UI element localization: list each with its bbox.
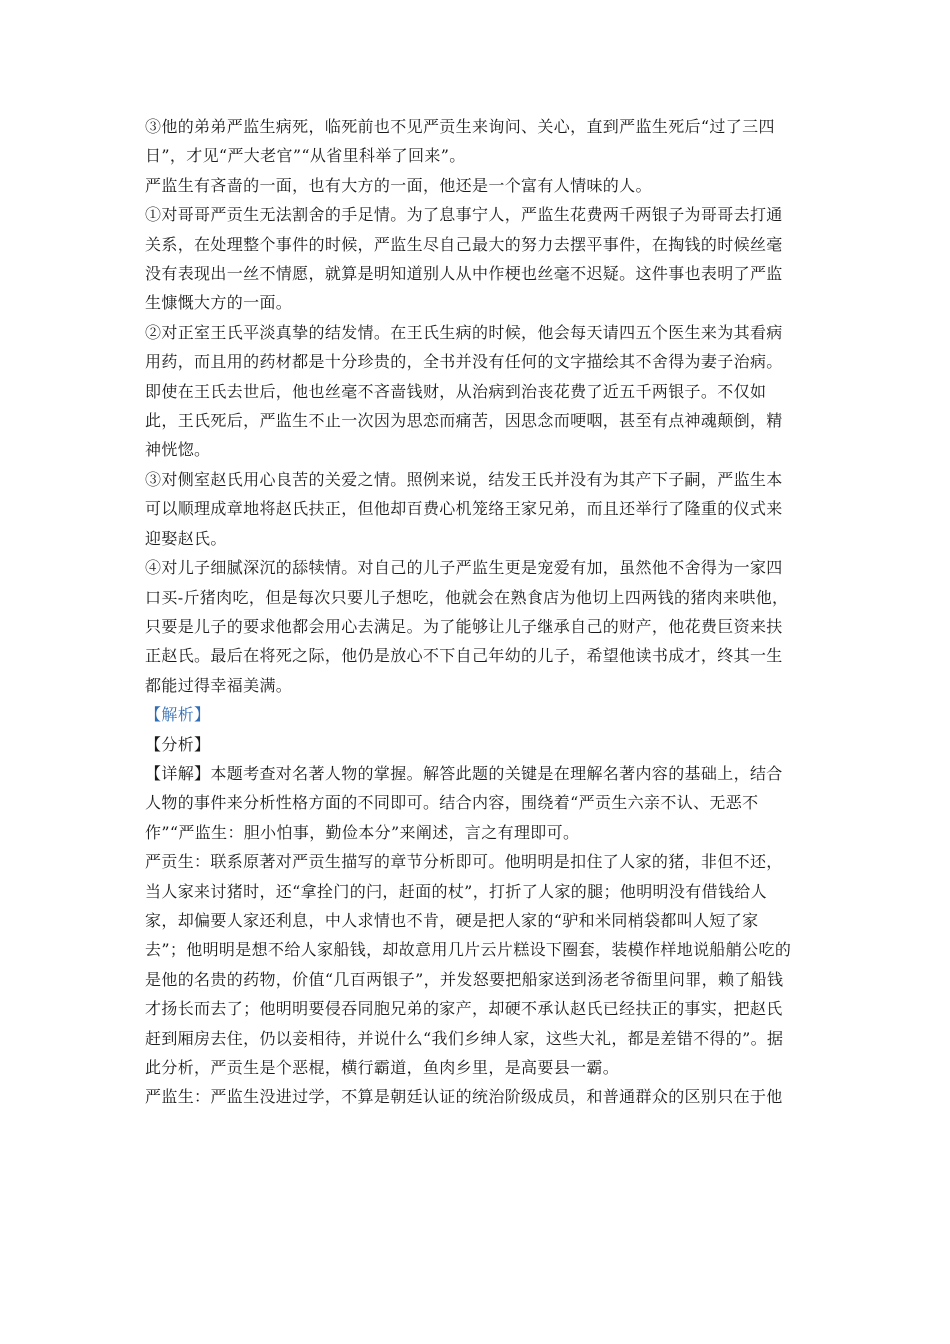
text-line: ①对哥哥严贡生无法割舍的手足情。为了息事宁人，严监生花费两千两银子为哥哥去打通 [145,205,783,225]
text-line: 是他的名贵的药物，价值“几百两银子”，并发怒要把船家送到汤老爷衙里问罪，赖了船钱 [145,969,784,989]
text-line: 家，却偏要人家还利息，中人求情也不肯，硬是把人家的“驴和米同梢袋都叫人短了家 [145,910,759,930]
text-line: 日”，才见“严大老官”“从省里科举了回来”。 [145,146,466,166]
text-line: 关系，在处理整个事件的时候，严监生尽自己最大的努力去摆平事件，在掏钱的时候丝毫 [145,234,783,254]
text-line: 即使在王氏去世后，他也丝毫不吝啬钱财，从治病到治丧花费了近五千两银子。不仅如 [145,381,767,401]
text-line: ③对侧室赵氏用心良苦的关爱之情。照例来说，结发王氏并没有为其产下子嗣，严监生本 [145,469,783,489]
text-line: 严监生有吝啬的一面，也有大方的一面，他还是一个富有人情味的人。 [145,175,652,195]
text-line: 可以顺理成章地将赵氏扶正，但他却百费心机笼络王家兄弟，而且还举行了隆重的仪式来 [145,499,783,519]
text-line: ②对正室王氏平淡真挚的结发情。在王氏生病的时候，他会每天请四五个医生来为其看病 [145,322,783,342]
text-line: 神恍惚。 [145,440,211,460]
text-line: 才扬长而去了；他明明要侵吞同胞兄弟的家产，却硬不承认赵氏已经扶正的事实，把赵氏 [145,999,783,1019]
text-line: 赶到厢房去住，仍以妾相待，并说什么“我们乡绅人家，这些大礼，都是差错不得的”。据 [145,1028,784,1048]
text-line: 只要是儿子的要求他都会用心去满足。为了能够让儿子继承自己的财产，他花费巨资来扶 [145,616,783,636]
text-line: 生慷慨大方的一面。 [145,293,293,313]
section-label-fenxi: 【分析】 [145,734,211,754]
text-line: 当人家来讨猪时，还“拿拴门的闩，赶面的杖”，打折了人家的腿；他明明没有借钱给人 [145,881,768,901]
document-page [145,112,810,1112]
text-line: 正赵氏。最后在将死之际，他仍是放心不下自己年幼的儿子，希望他读书成才，终其一生 [145,646,783,666]
text-line: 作”“严监生：胆小怕事，勤俭本分”来阐述，言之有理即可。 [145,822,580,842]
text-line: 此分析，严贡生是个恶棍，横行霸道，鱼肉乡里，是高要县一霸。 [145,1058,620,1077]
text-line: 都能过得幸福美满。 [145,675,293,695]
text-line: 严贡生：联系原著对严贡生描写的章节分析即可。他明明是扣住了人家的猪，非但不还， [145,852,783,872]
text-line: 迎娶赵氏。 [145,528,227,548]
text-line: 严监生：严监生没进过学，不算是朝廷认证的统治阶级成员，和普通群众的区别只在于他 [145,1087,783,1107]
text-line: 【详解】本题考查对名著人物的掌握。解答此题的关键是在理解名著内容的基础上，结合 [145,763,783,783]
text-line: ③他的弟弟严监生病死，临死前也不见严贡生来询问、关心，直到严监生死后“过了三四 [145,117,775,136]
text-line: ④对儿子细腻深沉的舔犊情。对自己的儿子严监生更是宠爱有加，虽然他不舍得为一家四 [145,558,783,578]
text-line: 口买-斤猪肉吃，但是每次只要儿子想吃，他就会在熟食店为他切上四两钱的猪肉来哄他， [145,587,789,607]
text-line: 此，王氏死后，严监生不止一次因为思恋而痛苦，因思念而哽咽，甚至有点神魂颠倒，精 [145,411,783,431]
text-line: 去”；他明明是想不给人家船钱，却故意用几片云片糕设下圈套，装模作样地说船艄公吃的 [145,940,792,960]
section-label-jiexi: 【解析】 [145,705,211,725]
text-line: 用药，而且用的药材都是十分珍贵的，全书并没有任何的文字描绘其不舍得为妻子治病。 [145,352,783,372]
text-line: 人物的事件来分析性格方面的不同即可。结合内容，围绕着“严贡生六亲不认、无恶不 [145,793,759,813]
text-line: 没有表现出一丝不情愿，就算是明知道别人从中作梗也丝毫不迟疑。这件事也表明了严监 [145,264,783,284]
